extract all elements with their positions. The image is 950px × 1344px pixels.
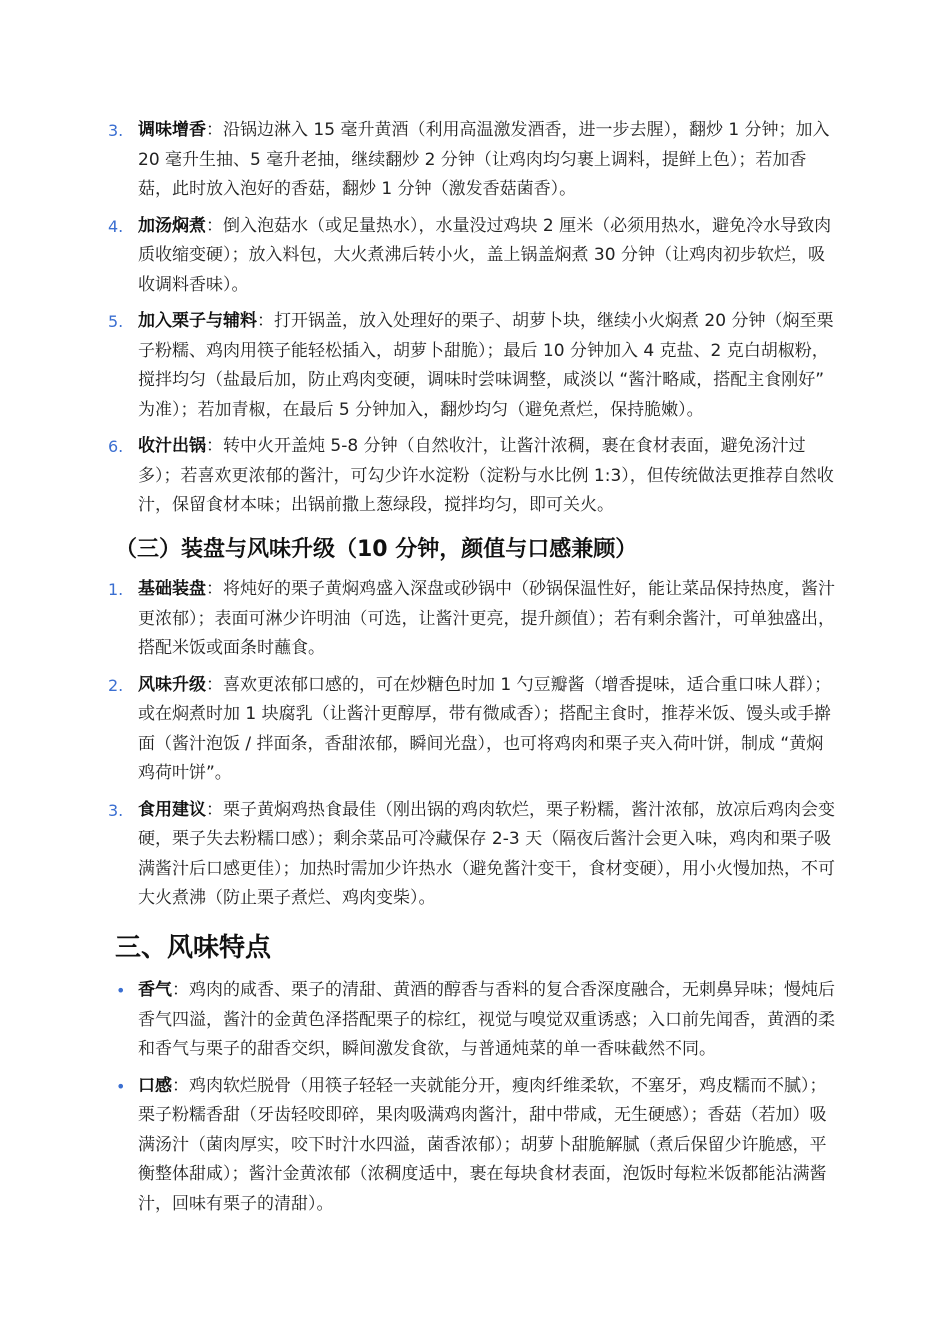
list-item [0, 212, 950, 301]
item-text: ：鸡肉软烂脱骨（用筷子轻轻一夹就能分开，瘦肉纤维柔软，不塞牙，鸡皮糯而不腻）；栗子粉糯香甜（牙齿轻咬即碎，果肉吸满鸡肉酱汁，甜中带咸，无生硬感）；香菇（若加）吸满汤汁（菌肉厚实，咬下时汁水四溢，菌香浓郁）；胡萝卜甜脆解腻（煮后保留少许脆感，平衡整体甜咸）；酱汁金黄浓郁（浓稠度适中，裹在每块食材表面，泡饭时每粒米饭都能沾满酱汁，回味有栗子的清甜）。 [138, 1075, 827, 1214]
list-item [0, 307, 950, 425]
list-number: 4. [108, 216, 124, 236]
section-heading-flavor: 三、风味特点 [115, 933, 272, 963]
list-number: 5. [108, 312, 124, 331]
list-item [0, 575, 950, 664]
list-number: 3. [108, 800, 124, 820]
item-term: 基础装盘 [138, 579, 206, 599]
item-term: 食用建议 [138, 799, 206, 820]
item-term: 香气 [138, 980, 172, 1000]
steps-plating-list [0, 575, 950, 922]
item-term: 收汁出锅 [138, 436, 206, 456]
item-term: 风味升级 [138, 674, 206, 695]
list-number: 6. [108, 437, 124, 456]
item-text: ：喜欢更浓郁口感的，可在炒糖色时加 1 勺豆瓣酱（增香提味，适合重口味人群）；或在焖煮时加 1 块腐乳（让酱汁更醇厚，带有微咸香）；搭配主食时，推荐米饭、馒头或手擀面（酱汁泡饭 / 拌面条，香甜浓郁，瞬间光盘），也可将鸡肉和栗子夹入荷叶饼，制成 “黄焖鸡荷叶饼”。 [138, 674, 832, 783]
item-text: ：转中火开盖炖 5-8 分钟（自然收汁，让酱汁浓稠，裹在食材表面，避免汤汁过多）；若喜欢更浓郁的酱汁，可勾少许水淀粉（淀粉与水比例 1:3），但传统做法更推荐自然收汁，保留食材本味；出锅前撒上葱绿段，搅拌均匀，即可关火。 [138, 436, 834, 515]
item-term: 口感 [138, 1075, 172, 1096]
bullet-marker: • [116, 1076, 126, 1096]
list-number: 2. [108, 675, 124, 695]
section-heading-plating: （三）装盘与风味升级（10 分钟，颜值与口感兼顾） [115, 537, 638, 562]
item-term: 加汤焖煮 [138, 215, 206, 236]
item-text: ：倒入泡菇水（或足量热水），水量没过鸡块 2 厘米（必须用热水，避免冷水导致肉质收缩变硬）；放入料包，大火煮沸后转小火，盖上锅盖焖煮 30 分钟（让鸡肉初步软烂，吸收调料香味）。 [138, 215, 832, 295]
list-item [0, 432, 950, 521]
steps-top-list [0, 116, 950, 529]
list-item [0, 1072, 950, 1220]
item-term: 加入栗子与辅料 [138, 311, 257, 331]
item-text: ：打开锅盖，放入处理好的栗子、胡萝卜块，继续小火焖煮 20 分钟（焖至栗子粉糯、鸡肉用筷子能轻松插入，胡萝卜甜脆）；最后 10 分钟加入 4 克盐、2 克白胡椒粉，搅拌均匀（盐最后加，防止鸡肉变硬，调味时尝味调整，咸淡以 “酱汁略咸，搭配主食刚好” 为准）；若加青椒，在最后 5 分钟加入，翻炒均匀（避免煮烂，保持脆嫩）。 [138, 311, 834, 420]
list-item [0, 116, 950, 205]
list-number: 3. [108, 121, 124, 140]
bullet-marker: • [116, 981, 126, 1000]
list-item [0, 796, 950, 914]
item-text: ：将炖好的栗子黄焖鸡盛入深盘或砂锅中（砂锅保温性好，能让菜品保持热度，酱汁更浓郁）；表面可淋少许明油（可选，让酱汁更亮，提升颜值）；若有剩余酱汁，可单独盛出，搭配米饭或面条时蘸食。 [138, 579, 835, 658]
list-number: 1. [108, 580, 124, 599]
flavor-list [0, 976, 950, 1227]
item-term: 调味增香 [138, 120, 206, 140]
list-item [0, 671, 950, 789]
item-text: ：鸡肉的咸香、栗子的清甜、黄酒的醇香与香料的复合香深度融合，无刺鼻异味；慢炖后香气四溢，酱汁的金黄色泽搭配栗子的棕红，视觉与嗅觉双重诱惑；入口前先闻香，黄酒的柔和香气与栗子的甜香交织，瞬间激发食欲，与普通炖菜的单一香味截然不同。 [138, 980, 835, 1059]
item-text: ：沿锅边淋入 15 毫升黄酒（利用高温激发酒香，进一步去腥），翻炒 1 分钟；加入 20 毫升生抽、5 毫升老抽，继续翻炒 2 分钟（让鸡肉均匀裹上调料，提鲜上色）；若加香菇，此时放入泡好的香菇，翻炒 1 分钟（激发香菇菌香）。 [138, 120, 830, 199]
list-item [0, 976, 950, 1065]
item-text: ：栗子黄焖鸡热食最佳（刚出锅的鸡肉软烂，栗子粉糯，酱汁浓郁，放凉后鸡肉会变硬，栗子失去粉糯口感）；剩余菜品可冷藏保存 2-3 天（隔夜后酱汁会更入味，鸡肉和栗子吸满酱汁后口感更佳）；加热时需加少许热水（避免酱汁变干，食材变硬），用小火慢加热，不可大火煮沸（防止栗子煮烂、鸡肉变柴）。 [138, 799, 835, 908]
